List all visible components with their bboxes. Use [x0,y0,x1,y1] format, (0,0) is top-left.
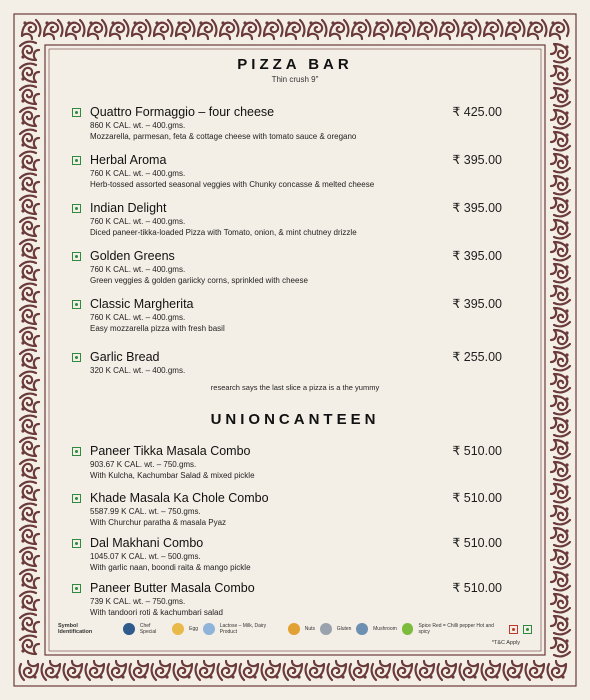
veg-icon [72,204,81,213]
veg-icon [72,447,81,456]
menu-content [60,56,530,618]
non-veg-icon [509,625,518,634]
menu-item[interactable] [60,152,530,200]
item-name: Golden Greens [90,249,175,263]
item-name: Herbal Aroma [90,153,167,167]
item-description: With Kulcha, Kachumbar Salad & mixed pickle [90,471,255,480]
pizza-section-subtitle: Thin crush 9" [271,75,319,84]
egg-icon [172,623,184,635]
veg-icon [72,252,81,261]
item-name: Indian Delight [90,201,167,215]
item-price: ₹ 425.00 [452,105,502,119]
veg-icon [72,494,81,503]
item-price: ₹ 255.00 [452,350,502,364]
legend-text: Lactose – Milk, Dairy Product [219,623,267,635]
legend-text: Egg [189,626,199,632]
item-name: Classic Margherita [90,297,194,311]
item-price: ₹ 510.00 [452,444,502,458]
pizza-section-title: PIZZA BAR [237,56,353,73]
item-calories: 903.67 K CAL. wt. – 750.gms. [90,460,197,469]
legend-label: Symbol Identification [58,623,93,635]
menu-item[interactable] [60,490,530,535]
item-calories: 760 K CAL. wt. – 400.gms. [90,313,186,322]
veg-icon [72,584,81,593]
canteen-section-title: UNIONCANTEEN [210,411,380,428]
item-description: Diced paneer-tikka-loaded Pizza with Tomato, onion, & mint chutney drizzle [90,228,357,237]
menu-item[interactable] [60,104,530,152]
menu-item[interactable] [60,443,530,490]
menu-item[interactable] [60,535,530,580]
item-calories: 5587.99 K CAL. wt. – 750.gms. [90,507,201,516]
item-name: Dal Makhani Combo [90,536,204,550]
item-description: Easy mozzarella pizza with fresh basil [90,324,225,333]
lactose-icon [203,623,215,635]
legend-text: Nuts [304,626,316,632]
pizza-menu-list [60,104,530,383]
item-description: With Churchur paratha & masala Pyaz [90,518,227,527]
veg-icon [72,539,81,548]
item-description: With garlic naan, boondi raita & mango pickle [90,563,251,572]
spice-icon [402,623,414,635]
legend-text: Spice Red = Chilli pepper Hot and spicy [418,623,494,635]
item-name: Khade Masala Ka Chole Combo [90,491,269,505]
pizza-note: research says the last slice a pizza is a the yummy [210,383,380,392]
item-price: ₹ 395.00 [452,249,502,263]
terms-note: *T&C Apply [491,640,520,646]
chef-special-icon [123,623,135,635]
item-description: With tandoori roti & kachumbari salad [90,608,223,617]
gluten-icon [320,623,332,635]
item-calories: 760 K CAL. wt. – 400.gms. [90,169,186,178]
veg-icon [72,300,81,309]
menu-item[interactable] [60,200,530,248]
legend-text: Mushroom [373,626,397,632]
item-description: Herb-tossed assorted seasonal veggies with Chunky concasse & melted cheese [90,180,375,189]
veg-icon [523,625,532,634]
legend-text: Gluten [336,626,352,632]
veg-icon [72,353,81,362]
menu-item[interactable] [60,296,530,349]
item-calories: 760 K CAL. wt. – 400.gms. [90,217,186,226]
item-calories: 760 K CAL. wt. – 400.gms. [90,265,186,274]
item-price: ₹ 510.00 [452,491,502,505]
mushroom-icon [356,623,368,635]
item-price: ₹ 395.00 [452,201,502,215]
item-calories: 320 K CAL. wt. – 400.gms. [90,366,186,375]
veg-icon [72,156,81,165]
symbol-legend [58,619,532,639]
item-name: Paneer Butter Masala Combo [90,581,255,595]
veg-icon [72,108,81,117]
item-calories: 860 K CAL. wt. – 400.gms. [90,121,186,130]
item-calories: 1045.07 K CAL. wt. – 500.gms. [90,552,201,561]
item-price: ₹ 395.00 [452,153,502,167]
item-name: Garlic Bread [90,350,160,364]
item-description: Mozzarella, parmesan, feta & cottage cheese with tomato sauce & oregano [90,132,357,141]
canteen-menu-list [60,443,530,618]
menu-item[interactable] [60,248,530,296]
item-price: ₹ 395.00 [452,297,502,311]
item-price: ₹ 510.00 [452,581,502,595]
menu-item[interactable] [60,349,530,383]
nuts-icon [288,623,300,635]
menu-item[interactable] [60,580,530,618]
item-calories: 739 K CAL. wt. – 750.gms. [90,597,186,606]
item-name: Paneer Tikka Masala Combo [90,444,251,458]
item-name: Quattro Formaggio – four cheese [90,105,275,119]
legend-text: Chef Special [139,623,157,635]
item-description: Green veggies & golden gariicky corns, sprinkled with cheese [90,276,308,285]
item-price: ₹ 510.00 [452,536,502,550]
